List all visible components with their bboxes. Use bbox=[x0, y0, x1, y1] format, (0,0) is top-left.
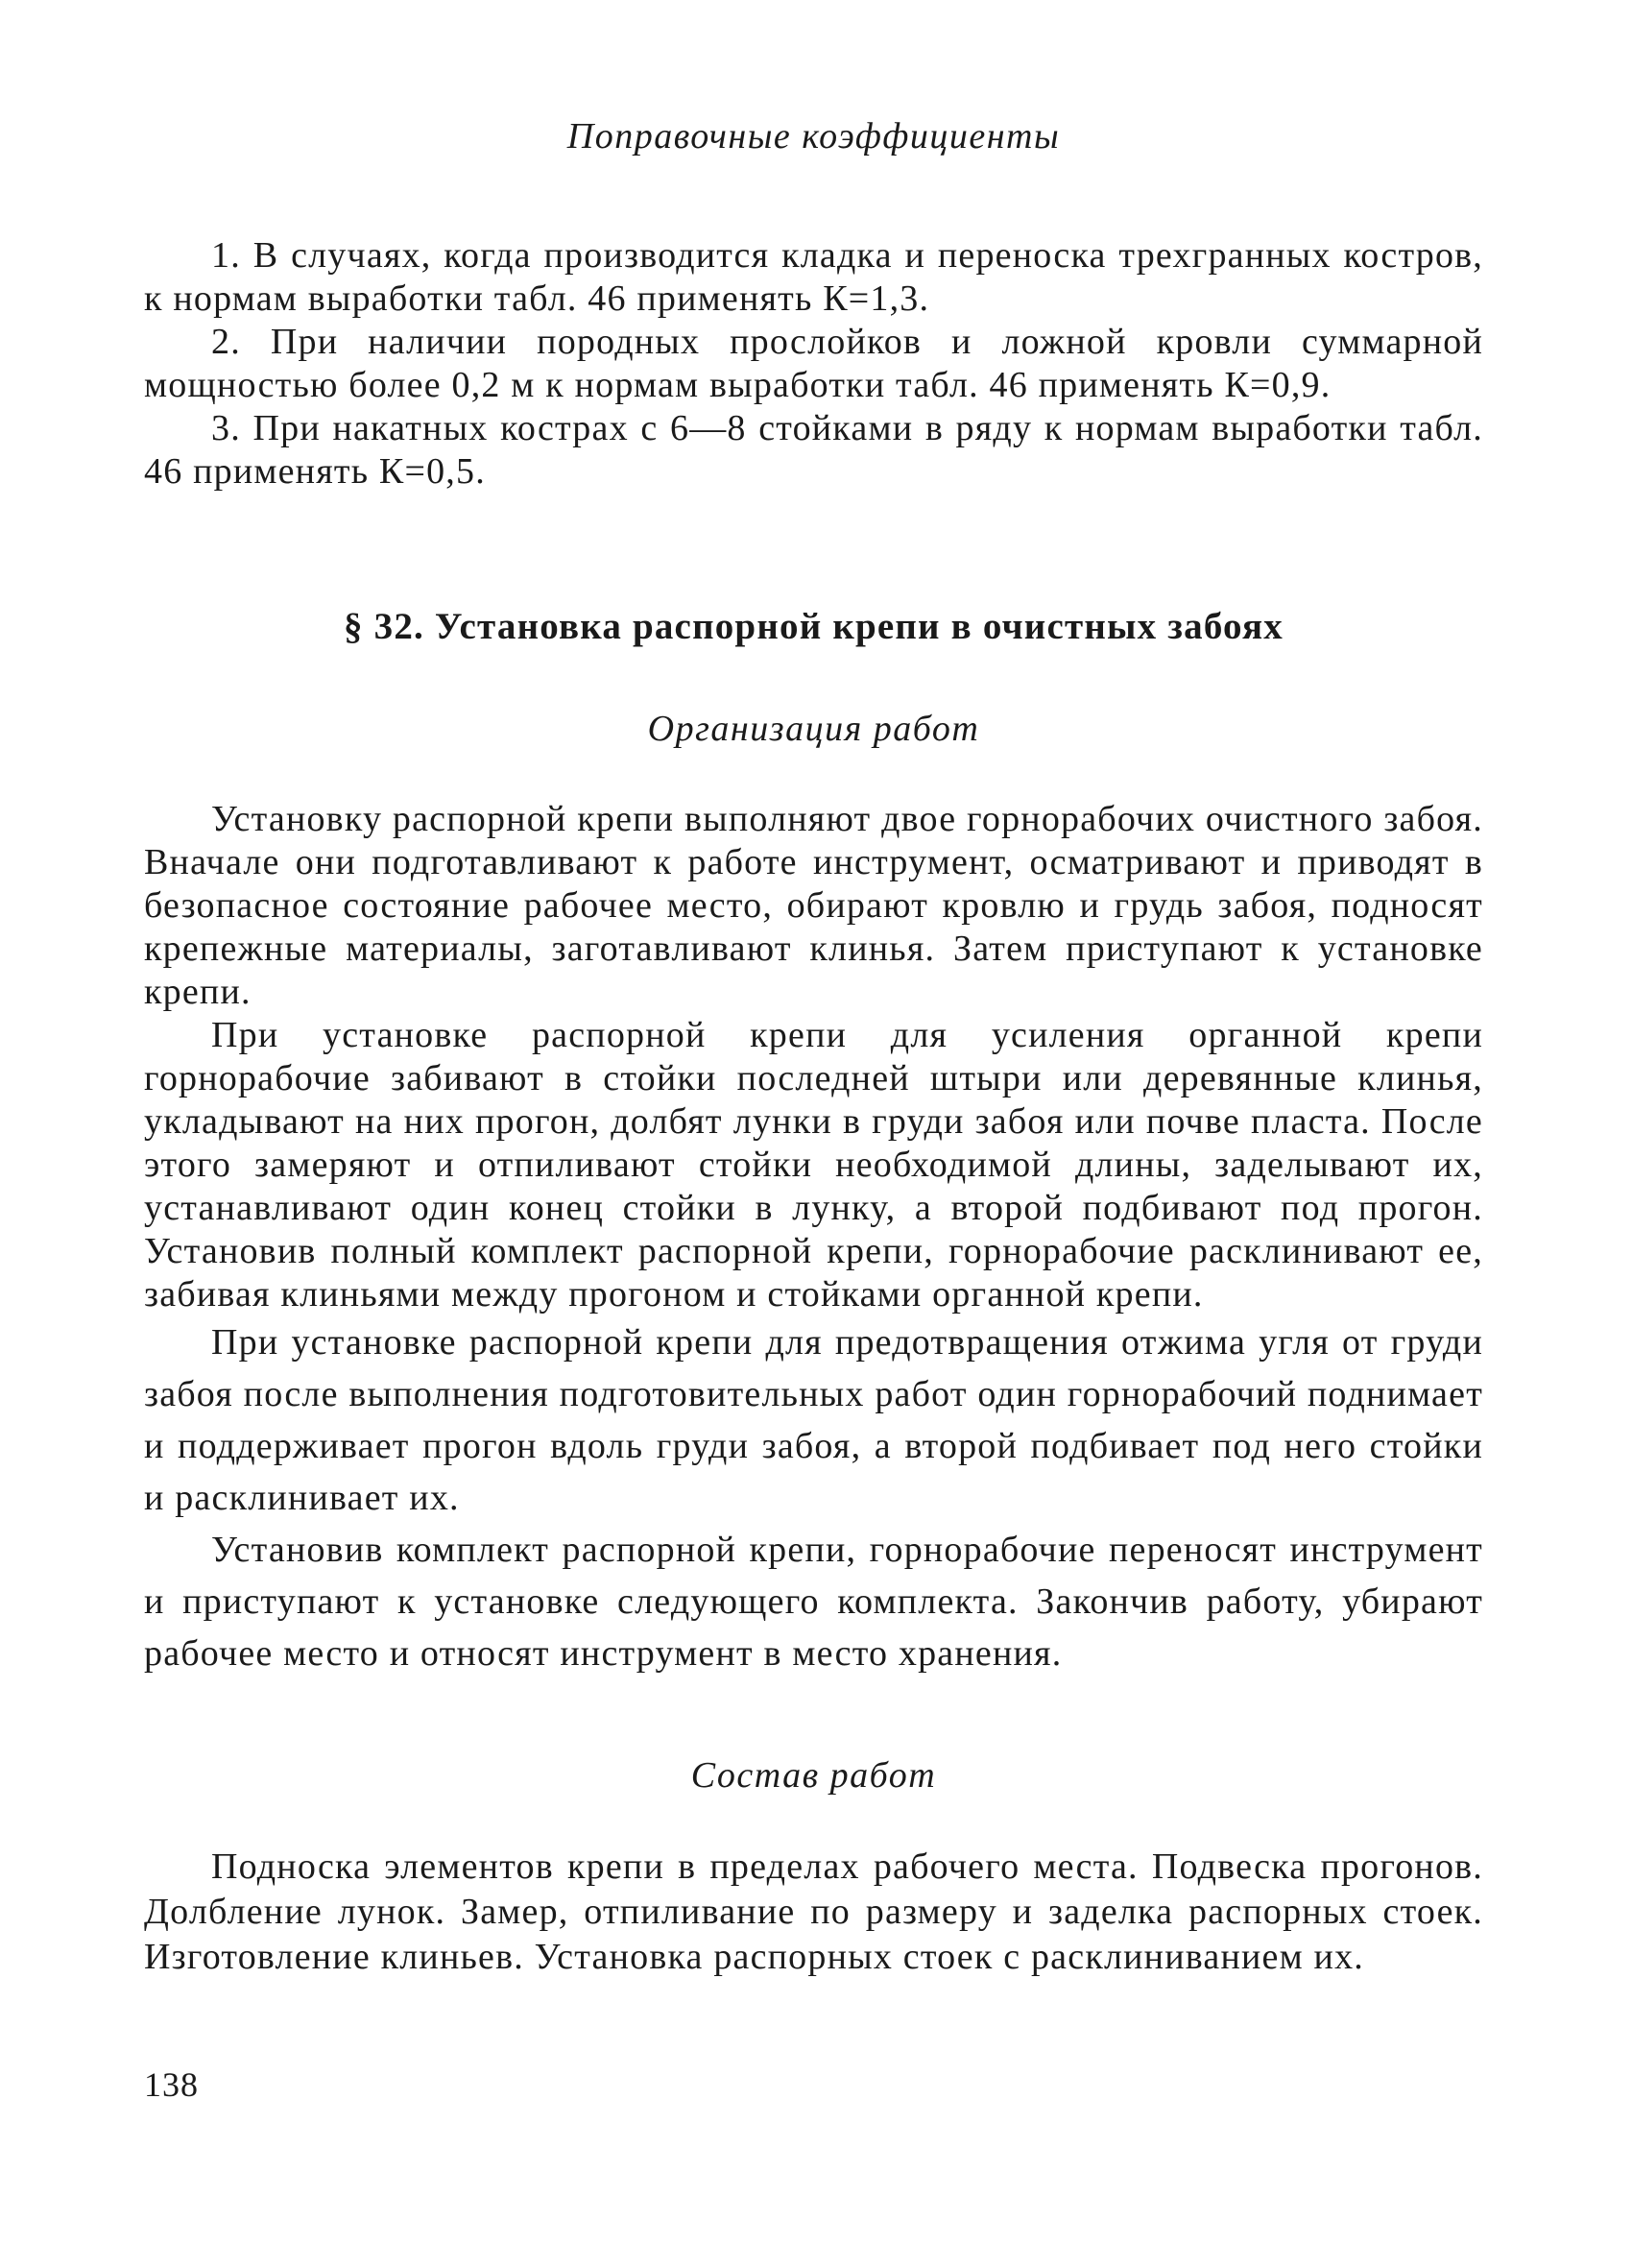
correction-item: 2. При наличии породных прослойков и ложной кровли суммарной мощностью более 0,2 м к нормам выработки табл. 46 применять К=0,9. bbox=[144, 322, 1483, 405]
organization-paragraph: При установке распорной крепи для предотвращения отжима угля от груди забоя после выполнения подготовительных работ один горнорабочий поднимает и поддерживает прогон вдоль груди забоя, а второй подбивает под него стойки и расклинивает их. bbox=[144, 1322, 1483, 1518]
organization-paragraph: При установке распорной крепи для усиления органной крепи горнорабочие забивают в стойки последней штыри или деревянные клинья, укладывают на них прогон, долбят лунки в груди забоя или почве пласта. После этого замеряют и отпиливают стойки необходимой длины, заделывают их, устанавливают один конец стойки в лунку, а второй подбивают под прогон. Установив полный комплект распорной крепи, горнорабочие расклинивают ее, забивая клиньями между прогоном и стойками органной крепи. bbox=[144, 1015, 1483, 1315]
corrections-list bbox=[144, 234, 1483, 494]
section-title: § 32. Установка распорной крепи в очистных забоях bbox=[343, 606, 1284, 647]
correction-item: 1. В случаях, когда производится кладка и переноска трехгранных костров, к нормам выработки табл. 46 применять К=1,3. bbox=[144, 235, 1483, 319]
page-content bbox=[144, 115, 1483, 1980]
composition-paragraph: Подноска элементов крепи в пределах рабочего места. Подвеска прогонов. Долбление лунок. Замер, отпиливание по размеру и заделка распорных стоек. Изготовление клиньев. Установка распорных стоек с расклиниванием их. bbox=[144, 1846, 1483, 1977]
organization-paragraph: Установку распорной крепи выполняют двое горнорабочих очистного забоя. Вначале они подготавливают к работе инструмент, осматривают и приводят в безопасное состояние рабочее место, обирают кровлю и грудь забоя, подносят крепежные материалы, заготавливают клинья. Затем приступают к установке крепи. bbox=[144, 799, 1483, 1012]
organization-text bbox=[144, 798, 1483, 1679]
organization-heading: Организация работ bbox=[647, 709, 980, 749]
organization-paragraph: Установив комплект распорной крепи, горнорабочие переносят инструмент и приступают к установке следующего комплекта. Закончив работу, убирают рабочее место и относят инструмент в место хранения. bbox=[144, 1530, 1483, 1674]
page-number: 138 bbox=[144, 2065, 199, 2104]
composition-text bbox=[144, 1845, 1483, 1980]
corrections-heading: Поправочные коэффициенты bbox=[566, 116, 1061, 157]
composition-heading: Состав работ bbox=[690, 1755, 937, 1796]
correction-item: 3. При накатных кострах с 6—8 стойками в ряду к нормам выработки табл. 46 применять К=0,5. bbox=[144, 408, 1483, 492]
